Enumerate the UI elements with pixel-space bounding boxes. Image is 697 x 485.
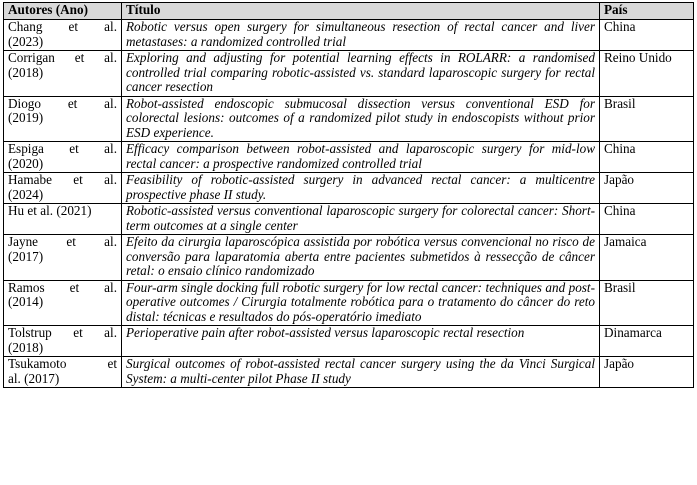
- author-line-1: Diogo et al.: [8, 95, 117, 111]
- title-cell: Perioperative pain after robot-assisted versus laparoscopic rectal resection: [122, 326, 600, 357]
- table-row: [4, 204, 694, 235]
- author-cell: [4, 357, 122, 388]
- author-line-1: Hamabe et al.: [8, 172, 117, 187]
- author-cell: [4, 20, 122, 51]
- title-cell: Efeito da cirurgia laparoscópica assistida por robótica versus convencional no risco de conversão para laparatomia aberta entre pacientes submetidos à ressecção de câncer retal: o ensaio clínico randomizado: [122, 235, 600, 281]
- header-author: Autores (Ano): [4, 3, 122, 20]
- author-line-2: (2014): [8, 294, 44, 309]
- author-cell: [4, 142, 122, 173]
- table-row: [4, 20, 694, 51]
- country-cell: China: [600, 20, 694, 51]
- country-cell: Jamaica: [600, 235, 694, 281]
- author-line-2: (2018): [8, 339, 44, 355]
- author-line-1: Hu et al. (2021): [8, 203, 92, 218]
- author-line-2: (2024): [8, 186, 44, 202]
- author-cell: [4, 235, 122, 281]
- country-cell: China: [600, 204, 694, 235]
- title-cell: Surgical outcomes of robot-assisted rectal cancer surgery using the da Vinci Surgical System: a multi-center pilot Phase II study: [122, 357, 600, 388]
- author-line-1: Espiga et al.: [8, 141, 117, 156]
- author-cell: [4, 51, 122, 97]
- studies-table: [3, 2, 694, 388]
- title-cell: Four-arm single docking full robotic surgery for low rectal cancer: techniques and post-operative outcomes / Cirurgia totalmente robótica para o tratamento do câncer do reto distal: técnicas e resultados do pós-operatório imediato: [122, 280, 600, 326]
- country-cell: Dinamarca: [600, 326, 694, 357]
- country-cell: Japão: [600, 173, 694, 204]
- header-country: País: [600, 3, 694, 20]
- table-row: [4, 326, 694, 357]
- title-cell: Efficacy comparison between robot-assisted and laparoscopic surgery for mid-low rectal cancer: a prospective randomized controlled trial: [122, 142, 600, 173]
- title-cell: Robot-assisted endoscopic submucosal dissection versus conventional ESD for colorectal lesions: outcomes of a randomized pilot study in endoscopists without prior ESD experience.: [122, 96, 600, 142]
- title-cell: Feasibility of robotic-assisted surgery in advanced rectal cancer: a multicentre prospective phase II study.: [122, 173, 600, 204]
- author-cell: [4, 173, 122, 204]
- author-cell: [4, 280, 122, 326]
- header-row: [4, 3, 694, 20]
- author-cell: [4, 96, 122, 142]
- table-row: [4, 51, 694, 97]
- author-line-2: (2020): [8, 155, 44, 171]
- title-cell: Robotic versus open surgery for simultaneous resection of rectal cancer and liver metastases: a randomized controlled trial: [122, 20, 600, 51]
- table-row: [4, 173, 694, 204]
- country-cell: Brasil: [600, 280, 694, 326]
- author-line-2: al. (2017): [8, 370, 60, 386]
- author-line-1: Tolstrup et al.: [8, 325, 117, 340]
- country-cell: Reino Unido: [600, 51, 694, 97]
- author-line-2: (2017): [8, 248, 44, 264]
- author-line-1: Ramos et al.: [8, 279, 117, 295]
- author-line-2: (2019): [8, 110, 44, 125]
- table-row: [4, 357, 694, 388]
- author-cell: [4, 204, 122, 235]
- author-line-2: (2023): [8, 33, 44, 49]
- author-line-1: Chang et al.: [8, 19, 117, 34]
- author-line-2: (2018): [8, 64, 44, 80]
- table-row: [4, 280, 694, 326]
- table-row: [4, 96, 694, 142]
- table-row: [4, 235, 694, 281]
- country-cell: Brasil: [600, 96, 694, 142]
- title-cell: Exploring and adjusting for potential learning effects in ROLARR: a randomised controlled trial comparing robotic-assisted vs. standard laparoscopic surgery for rectal cancer resection: [122, 51, 600, 97]
- title-cell: Robotic-assisted versus conventional laparoscopic surgery for colorectal cancer: Short-term outcomes at a single center: [122, 204, 600, 235]
- header-title: Título: [122, 3, 600, 20]
- table-body: [4, 20, 694, 388]
- author-line-1: Jayne et al.: [8, 234, 117, 249]
- author-line-1: Corrigan et al.: [8, 50, 117, 65]
- country-cell: China: [600, 142, 694, 173]
- author-cell: [4, 326, 122, 357]
- author-line-1: Tsukamoto et: [8, 356, 117, 371]
- table-row: [4, 142, 694, 173]
- country-cell: Japão: [600, 357, 694, 388]
